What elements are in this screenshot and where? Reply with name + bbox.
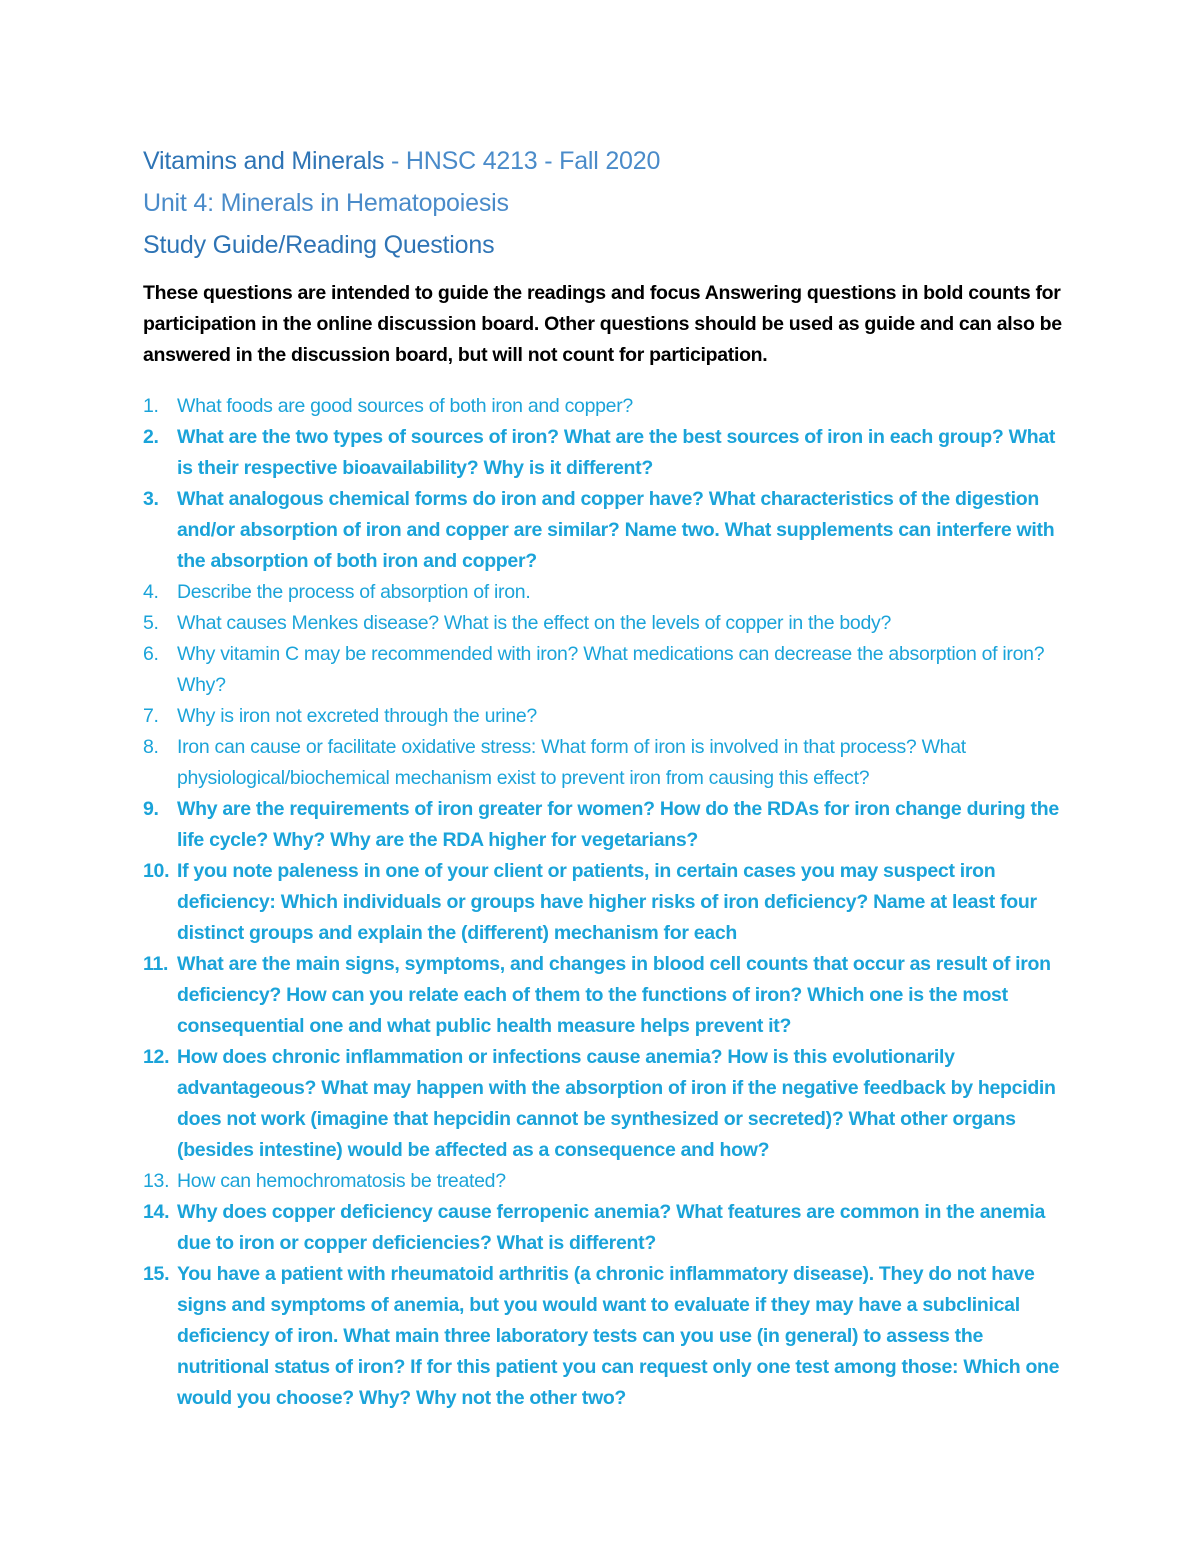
- unit-title: Unit 4: Minerals in Hematopoiesis: [143, 189, 509, 217]
- question-text: What are the two types of sources of iron? What are the best sources of iron in each group? What is their respective bioavailability? Why is it different?: [177, 425, 1056, 479]
- question-item: [143, 422, 1073, 484]
- question-item: [143, 608, 1073, 639]
- question-text: Why vitamin C may be recommended with iron? What medications can decrease the absorption of iron? Why?: [177, 642, 1045, 696]
- question-number: 14.: [143, 1200, 170, 1223]
- question-number: 5.: [143, 611, 159, 634]
- question-text: Why is iron not excreted through the urine?: [177, 704, 537, 727]
- question-number: 1.: [143, 394, 159, 417]
- question-item: [143, 1166, 1073, 1197]
- question-text: Describe the process of absorption of iron.: [177, 580, 531, 603]
- question-number: 8.: [143, 735, 159, 758]
- question-item: [143, 701, 1073, 732]
- question-item: [143, 856, 1073, 949]
- question-item: [143, 484, 1073, 577]
- intro-paragraph: These questions are intended to guide the readings and focus Answering questions in bold counts for participation in the online discussion board. Other questions should be used as guide and can also be answered in the discussion board, but will not count for participation.: [143, 282, 1062, 366]
- question-number: 13.: [143, 1169, 170, 1192]
- question-list: [143, 391, 1073, 1414]
- question-text: You have a patient with rheumatoid arthritis (a chronic inflammatory disease). They do not have signs and symptoms of anemia, but you would want to evaluate if they may have a subclinical deficiency of iron. What main three laboratory tests can you use (in general) to assess the nutritional status of iron? If for this patient you can request only one test among those: Which one would you choose? Why? Why not the other two?: [177, 1262, 1060, 1409]
- question-item: [143, 1259, 1073, 1414]
- question-number: 2.: [143, 425, 159, 448]
- question-item: [143, 732, 1073, 794]
- question-text: How can hemochromatosis be treated?: [177, 1169, 506, 1192]
- question-item: [143, 1042, 1073, 1166]
- question-number: 4.: [143, 580, 159, 603]
- question-number: 10.: [143, 859, 170, 882]
- question-item: [143, 639, 1073, 701]
- section-heading: Study Guide/Reading Questions: [143, 231, 495, 259]
- question-item: [143, 1197, 1073, 1259]
- document-page: [143, 140, 1073, 1414]
- question-text: What causes Menkes disease? What is the effect on the levels of copper in the body?: [177, 611, 891, 634]
- question-text: What are the main signs, symptoms, and changes in blood cell counts that occur as result of iron deficiency? How can you relate each of them to the functions of iron? Which one is the most consequential one and what public health measure helps prevent it?: [177, 952, 1051, 1037]
- course-title: Vitamins and Minerals: [143, 147, 385, 175]
- question-number: 3.: [143, 487, 159, 510]
- question-item: [143, 391, 1073, 422]
- question-number: 7.: [143, 704, 159, 727]
- question-number: 11.: [143, 952, 169, 975]
- question-item: [143, 577, 1073, 608]
- document-title: [143, 140, 1073, 182]
- question-text: If you note paleness in one of your client or patients, in certain cases you may suspect iron deficiency: Which individuals or groups have higher risks of iron deficiency? Name at least four distinct groups and explain the (different) mechanism for each: [177, 859, 1037, 944]
- question-number: 12.: [143, 1045, 170, 1068]
- question-number: 6.: [143, 642, 159, 665]
- question-item: [143, 794, 1073, 856]
- question-text: What analogous chemical forms do iron and copper have? What characteristics of the digestion and/or absorption of iron and copper are similar? Name two. What supplements can interfere with the absorption of both iron and copper?: [177, 487, 1055, 572]
- question-text: Why does copper deficiency cause ferropenic anemia? What features are common in the anemia due to iron or copper deficiencies? What is different?: [177, 1200, 1046, 1254]
- question-text: What foods are good sources of both iron and copper?: [177, 394, 633, 417]
- question-number: 9.: [143, 797, 159, 820]
- question-text: Iron can cause or facilitate oxidative stress: What form of iron is involved in that process? What physiological/biochemical mechanism exist to prevent iron from causing this effect?: [177, 735, 966, 789]
- question-number: 15.: [143, 1262, 170, 1285]
- course-code-term: - HNSC 4213 - Fall 2020: [384, 147, 661, 175]
- question-text: Why are the requirements of iron greater for women? How do the RDAs for iron change during the life cycle? Why? Why are the RDA higher for vegetarians?: [177, 797, 1059, 851]
- question-text: How does chronic inflammation or infections cause anemia? How is this evolutionarily advantageous? What may happen with the absorption of iron if the negative feedback by hepcidin does not work (imagine that hepcidin cannot be synthesized or secreted)? What other organs (besides intestine) would be affected as a consequence and how?: [177, 1045, 1056, 1161]
- question-item: [143, 949, 1073, 1042]
